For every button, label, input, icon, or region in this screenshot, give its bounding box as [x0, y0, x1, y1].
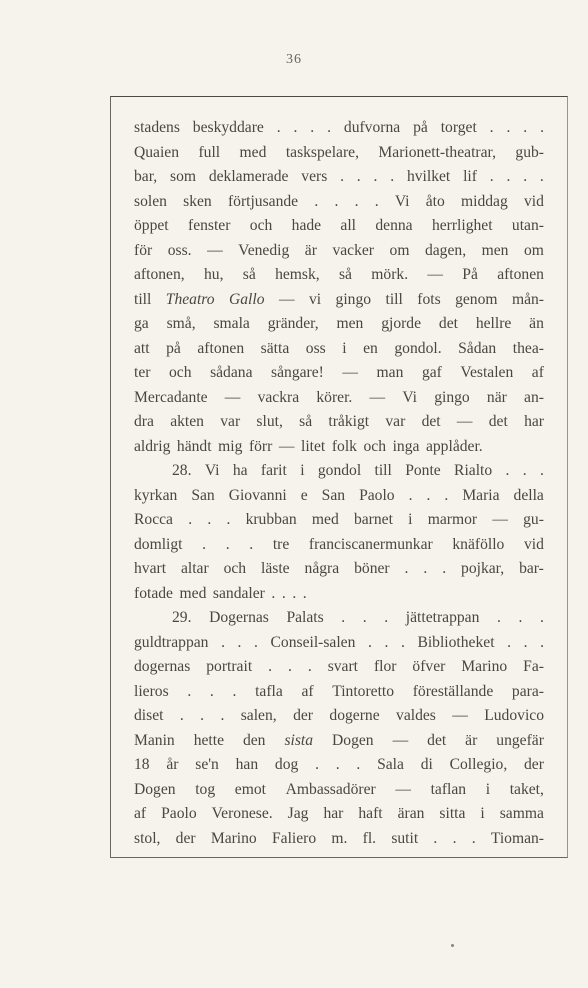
text-line: lieros . . . tafla af Tintoretto föreställande para- — [134, 682, 544, 700]
text-line: Manin hette den sista Dogen — det är ungefär — [134, 731, 544, 749]
text-line: Dogen tog emot Ambassadörer — taflan i taket, — [134, 780, 544, 798]
text-line: Mercadante — vackra körer. — Vi gingo när an- — [134, 388, 544, 406]
text-line: dogernas portrait . . . svart flor öfver Marino Fa- — [134, 658, 544, 675]
text-line: ter och sådana sångare! — man gaf Vestalen af — [134, 364, 544, 381]
text-line: Rocca . . . krubban med barnet i marmor — gu- — [134, 511, 544, 528]
text-line: kyrkan San Giovanni e San Paolo . . . Maria della — [134, 486, 544, 504]
text-line: diset . . . salen, der dogerne valdes — Ludovico — [134, 707, 544, 724]
text-line: aftonen, hu, så hemsk, så mörk. — På aftonen — [134, 266, 544, 283]
text-line: 28. Vi ha farit i gondol till Ponte Rialto . . . — [172, 462, 544, 479]
text-line: domligt . . . tre franciscanermunkar knäföllo vid — [134, 535, 544, 553]
text-line: 29. Dogernas Palats . . . jättetrappan . . . — [172, 609, 544, 626]
text-line: Quaien full med taskspelare, Marionett-theatrar, gub- — [134, 143, 544, 161]
text-line: stol, der Marino Faliero m. fl. sutit . . . Tioman- — [134, 829, 544, 847]
text-line: till Theatro Gallo — vi gingo till fots genom mån- — [134, 290, 544, 308]
text-line: bar, som deklamerade vers . . . . hvilket lif . . . . — [134, 168, 544, 185]
text-line: 18 år se'n han dog . . . Sala di Collegio, der — [134, 756, 544, 773]
text-line: aldrig händt mig förr — litet folk och inga applåder. — [134, 437, 483, 455]
text-line: guldtrappan . . . Conseil-salen . . . Bibliotheket . . . — [134, 633, 544, 651]
text-line: öppet fenster och hade all denna herrlighet utan- — [134, 217, 544, 234]
text-block — [134, 116, 544, 851]
text-line: hvart altar och läste några böner . . . pojkar, bar- — [134, 560, 544, 577]
text-line: af Paolo Veronese. Jag har haft äran sitta i samma — [134, 805, 544, 822]
text-line: solen sken förtjusande . . . . Vi åto middag vid — [134, 192, 544, 210]
page-number: 36 — [286, 52, 302, 67]
text-line: ga små, smala gränder, men gjorde det hellre än — [134, 315, 544, 332]
text-line: för oss. — Venedig är vacker om dagen, men om — [134, 241, 544, 259]
text-line: stadens beskyddare . . . . dufvorna på torget . . . . — [134, 119, 544, 136]
text-line: att på aftonen sätta oss i en gondol. Sådan thea- — [134, 339, 544, 357]
text-line: fotade med sandaler . . . . — [134, 584, 307, 602]
text-line: dra akten var slut, så tråkigt var det — det har — [134, 413, 544, 430]
ink-speck — [451, 944, 454, 947]
